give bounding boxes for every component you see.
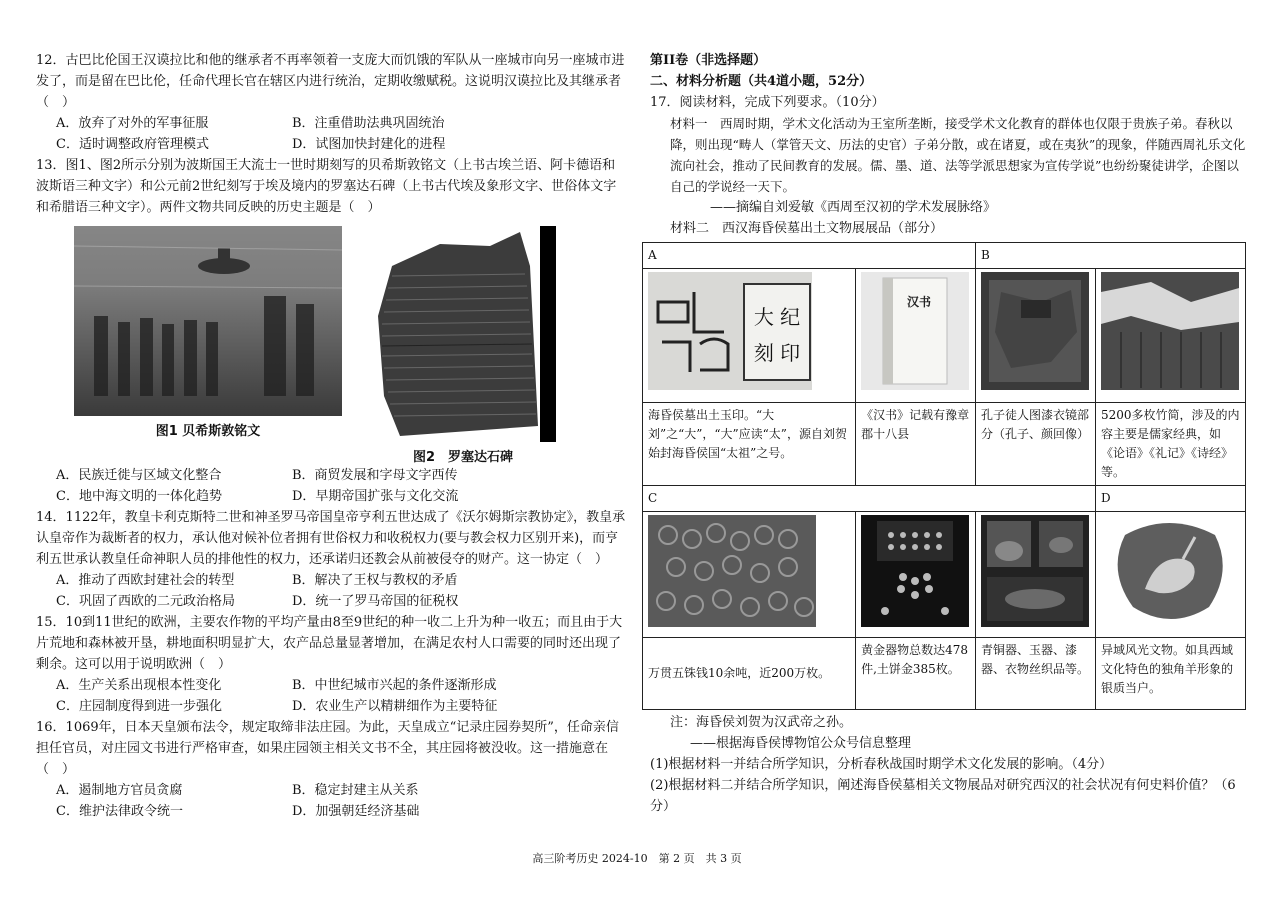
question-15-stem: 15．10到11世纪的欧洲，主要农作物的平均产量由8至9世纪的种一收二上升为种一收五；而且由于大片荒地和森林被开垦，耕地面积明显扩大，农产品总量显著增加，在满足农村人口需要的同时还出现了剩余。这可以用于说明欧洲（ ） [36, 615, 623, 672]
section-title: 第II卷（非选择题） [650, 53, 767, 68]
material-1-source: ——摘编自刘爱敏《西周至汉初的学术发展脉络》 [710, 200, 997, 215]
figure-1-caption: 图1 贝希斯敦铭文 [155, 424, 261, 439]
image-cell-gold [856, 512, 976, 638]
option-a: A．遏制地方官员贪腐 [56, 783, 183, 798]
caption-bronze: 青铜器、玉器、漆器、衣物丝织品等。 [976, 638, 1096, 710]
material-2-title: 材料二 西汉海昏侯墓出土文物展展品（部分） [670, 221, 944, 236]
lacquer-mirror-image [981, 272, 1089, 390]
image-cell-bamboo-slips [1096, 269, 1246, 403]
wuzhu-coins-image [648, 515, 816, 627]
caption-silver-ornament: 异域风光文物。如具西域文化特色的独角羊形象的银质当户。 [1096, 638, 1246, 710]
question-16-stem: 16．1069年，日本天皇颁布法令，规定取缔非法庄园。为此，天皇成立“记录庄园券契所”，任命亲信担任官员，对庄园文书进行严格审查，如果庄园领主相关文书不全，其庄园将被没收。这一措施意在（ ） [36, 720, 619, 777]
behistun-relief-image [74, 226, 342, 416]
image-cell-jade-seal [643, 269, 856, 403]
question-16-options [56, 780, 628, 822]
option-d: D．加强朝廷经济基础 [292, 804, 420, 819]
part-title: 二、材料分析题（共4道小题，52分） [650, 74, 873, 89]
seal-chars-top: 大 纪 [753, 305, 801, 329]
option-d: D．农业生产以精耕细作为主要特征 [292, 699, 498, 714]
figure-2 [370, 226, 556, 465]
option-d: D．统一了罗马帝国的征税权 [292, 594, 459, 609]
caption-jade-seal: 海昏侯墓出土玉印。“大刘”之“大”，“大”应读“太”，源自刘贺始封海昏侯国“太祖”之号。 [643, 403, 856, 486]
option-d: D．早期帝国扩张与文化交流 [292, 489, 459, 504]
gold-objects-image [861, 515, 969, 627]
caption-gold: 黄金器物总数达478件,土饼金385枚。 [856, 638, 976, 710]
left-column [36, 50, 628, 822]
bronze-jade-lacquer-image [981, 515, 1089, 627]
material-1: 材料一 西周时期，学术文化活动为王室所垄断，接受学术文化教育的群体也仅限于贵族子弟。春秋以降，则出现“畴人（掌管天文、历法的史官）子弟分散，或在诸夏，或在夷狄”的现象，伴随西周礼乐文化流向社会，推动了民间教育的发展。儒、墨、道、法等学派思想家为宣传学说”也纷纷聚徒讲学，企图以自己的学说经一天下。 [670, 116, 1246, 194]
label-d: D [1096, 486, 1246, 512]
image-cell-lacquer-mirror [976, 269, 1096, 403]
label-a: A [643, 243, 976, 269]
silver-ornament-image [1101, 515, 1239, 627]
option-a: A．生产关系出现根本性变化 [56, 678, 222, 693]
image-cell-coins [643, 512, 856, 638]
option-b: B．商贸发展和字母文字西传 [292, 468, 458, 483]
option-c: C．庄园制度得到进一步强化 [56, 699, 222, 714]
option-c: C．地中海文明的一体化趋势 [56, 489, 222, 504]
option-b: B．解决了王权与教权的矛盾 [292, 573, 458, 588]
seal-chars-bottom: 刻 印 [753, 341, 801, 365]
option-a: A．推动了西欧封建社会的转型 [56, 573, 235, 588]
option-a: A．民族迁徙与区域文化整合 [56, 468, 222, 483]
option-b: B．注重借助法典巩固统治 [292, 116, 445, 131]
question-12-options [56, 113, 628, 155]
image-cell-bronze [976, 512, 1096, 638]
caption-bamboo-slips: 5200多枚竹简，涉及的内容主要是儒家经典，如《论语》《礼记》《诗经》等。 [1096, 403, 1246, 486]
figure-1 [74, 226, 342, 465]
sub-question-2: (2)根据材料二并结合所学知识，阐述海昏侯墓相关文物展品对研究西汉的社会状况有何史料价值？（6分） [650, 778, 1236, 814]
option-a: A．放弃了对外的军事征服 [56, 116, 209, 131]
caption-coins: 万贯五铢钱10余吨，近200万枚。 [643, 638, 856, 710]
caption-lacquer-mirror: 孔子徒人图漆衣镜部分（孔子、颜回像） [976, 403, 1096, 486]
page-footer: 高三阶考历史 2024-10 第 2 页 共 3 页 [532, 852, 742, 865]
question-13-options [56, 465, 628, 507]
right-column [650, 50, 1250, 817]
bamboo-slips-image [1101, 272, 1239, 390]
figure-2-caption: 图2 罗塞达石碑 [412, 450, 514, 465]
note: 注：海昏侯刘贺为汉武帝之孙。 [670, 715, 853, 730]
question-15-options [56, 675, 628, 717]
label-b: B [976, 243, 1246, 269]
book-title-text: 汉书 [907, 295, 932, 309]
question-13-stem: 13．图1、图2所示分别为波斯国王大流士一世时期刻写的贝希斯敦铭文（上书古埃兰语、阿卡德语和波斯语三种文字）和公元前2世纪刻写于埃及境内的罗塞达石碑（上书古代埃及象形文字、世俗体文字和希腊语三种文字）。两件文物共同反映的历史主题是（ ） [36, 158, 617, 215]
hanshu-book-image [861, 272, 969, 390]
option-c: C．巩固了西欧的二元政治格局 [56, 594, 235, 609]
label-c: C [643, 486, 1096, 512]
question-14-stem: 14．1122年，教皇卡利克斯特二世和神圣罗马帝国皇帝亨利五世达成了《沃尔姆斯宗教协定》，教皇承认皇帝作为裁断者的权力，承认他对候补位者拥有世俗权力和收税权力(要与教会权力区别开来)，而亨利五世承认教皇任命神职人员的排他性的权力，还承诺归还教会从前被侵夺的财产。这一协定（ ） [36, 510, 626, 567]
option-b: B．中世纪城市兴起的条件逐渐形成 [292, 678, 497, 693]
question-12-stem: 12．古巴比伦国王汉谟拉比和他的继承者不再率领着一支庞大而饥饿的军队从一座城市向另一座城市进发了，而是留在巴比伦，任命代理长官在辖区内进行统治，定期收缴赋税。这说明汉谟拉比及其继承者（ ） [36, 53, 625, 110]
option-d: D．试图加快封建化的进程 [292, 137, 446, 152]
option-c: C．维护法律政令统一 [56, 804, 183, 819]
question-17-intro: 17．阅读材料，完成下列要求。（10分） [650, 95, 885, 110]
rosetta-stone-image [370, 226, 556, 442]
option-c: C．适时调整政府管理模式 [56, 137, 209, 152]
exhibit-table [642, 242, 1246, 710]
question-14-options [56, 570, 628, 612]
question-13-figures [74, 226, 628, 465]
caption-hanshu: 《汉书》记载有豫章郡十八县 [856, 403, 976, 486]
option-b: B．稳定封建主从关系 [292, 783, 419, 798]
jade-seal-image [648, 272, 812, 390]
sub-question-1: (1)根据材料一并结合所学知识，分析春秋战国时期学术文化发展的影响。（4分） [650, 757, 1113, 772]
image-cell-silver-ornament [1096, 512, 1246, 638]
image-cell-hanshu [856, 269, 976, 403]
note-source: ——根据海昏侯博物馆公众号信息整理 [690, 736, 912, 751]
